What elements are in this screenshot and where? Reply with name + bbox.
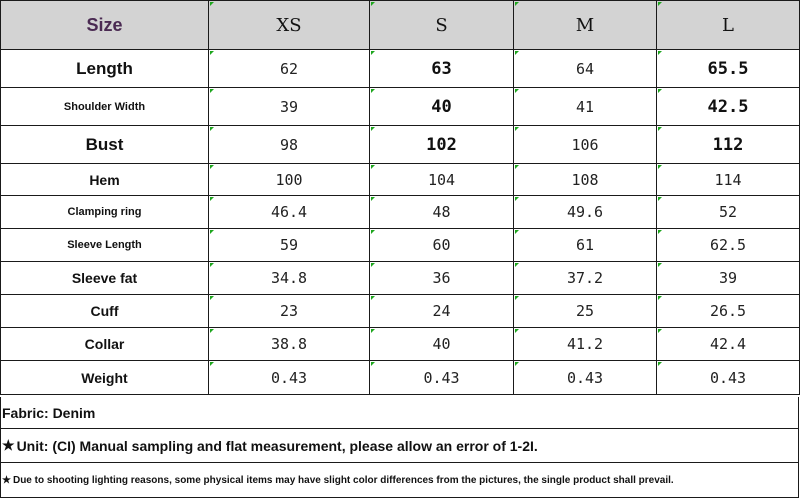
table-row (1, 328, 800, 361)
table-cell: 39 (657, 262, 800, 295)
table-cell: 24 (370, 295, 514, 328)
table-row (1, 361, 800, 395)
table-cell: 26.5 (657, 295, 800, 328)
table-cell: 100 (209, 164, 370, 196)
table-cell: 102 (370, 126, 514, 164)
table-cell: 98 (209, 126, 370, 164)
row-label: Bust (1, 126, 209, 164)
table-cell: 40 (370, 328, 514, 361)
table-cell: 0.43 (657, 361, 800, 395)
table-cell: 108 (514, 164, 657, 196)
row-label: Clamping ring (1, 196, 209, 229)
table-cell: 40 (370, 88, 514, 126)
table-cell: 62.5 (657, 229, 800, 262)
table-cell: 41 (514, 88, 657, 126)
size-m-header: M (514, 1, 657, 50)
star-icon: ★ (2, 474, 11, 486)
row-label: Sleeve fat (1, 262, 209, 295)
table-cell: 34.8 (209, 262, 370, 295)
table-cell: 23 (209, 295, 370, 328)
table-cell: 38.8 (209, 328, 370, 361)
table-cell: 112 (657, 126, 800, 164)
table-row (1, 50, 800, 88)
size-xs-header: XS (209, 1, 370, 50)
row-label: Cuff (1, 295, 209, 328)
fabric-note (0, 397, 799, 429)
lighting-note (0, 463, 799, 498)
table-cell: 41.2 (514, 328, 657, 361)
unit-note (0, 429, 799, 463)
row-label: Length (1, 50, 209, 88)
table-cell: 46.4 (209, 196, 370, 229)
table-cell: 106 (514, 126, 657, 164)
table-cell: 64 (514, 50, 657, 88)
table-row (1, 262, 800, 295)
fabric-text: Fabric: Denim (2, 404, 96, 421)
table-cell: 36 (370, 262, 514, 295)
size-l-header: L (657, 1, 800, 50)
table-cell: 42.4 (657, 328, 800, 361)
table-cell: 0.43 (370, 361, 514, 395)
table-header-row (1, 1, 800, 50)
table-row (1, 295, 800, 328)
table-row (1, 229, 800, 262)
table-cell: 114 (657, 164, 800, 196)
star-icon: ★ (2, 437, 15, 453)
table-cell: 42.5 (657, 88, 800, 126)
table-cell: 52 (657, 196, 800, 229)
table-cell: 59 (209, 229, 370, 262)
unit-text: Unit: (CI) Manual sampling and flat measurement, please allow an error of 1-2I. (16, 437, 538, 454)
table-row (1, 88, 800, 126)
table-cell: 63 (370, 50, 514, 88)
row-label: Collar (1, 328, 209, 361)
table-cell: 65.5 (657, 50, 800, 88)
size-header-cell: Size (1, 1, 209, 50)
row-label: Hem (1, 164, 209, 196)
table-row (1, 196, 800, 229)
table-cell: 104 (370, 164, 514, 196)
table-cell: 25 (514, 295, 657, 328)
table-cell: 49.6 (514, 196, 657, 229)
lighting-text: Due to shooting lighting reasons, some physical items may have slight color differences from the pictures, the single product shall prevail. (12, 474, 674, 486)
table-cell: 0.43 (514, 361, 657, 395)
row-label: Shoulder Width (1, 88, 209, 126)
table-row (1, 126, 800, 164)
table-cell: 0.43 (209, 361, 370, 395)
table-row (1, 164, 800, 196)
table-cell: 48 (370, 196, 514, 229)
table-cell: 61 (514, 229, 657, 262)
table-cell: 37.2 (514, 262, 657, 295)
table-cell: 60 (370, 229, 514, 262)
row-label: Weight (1, 361, 209, 395)
row-label: Sleeve Length (1, 229, 209, 262)
table-cell: 39 (209, 88, 370, 126)
size-s-header: S (370, 1, 514, 50)
table-cell: 62 (209, 50, 370, 88)
